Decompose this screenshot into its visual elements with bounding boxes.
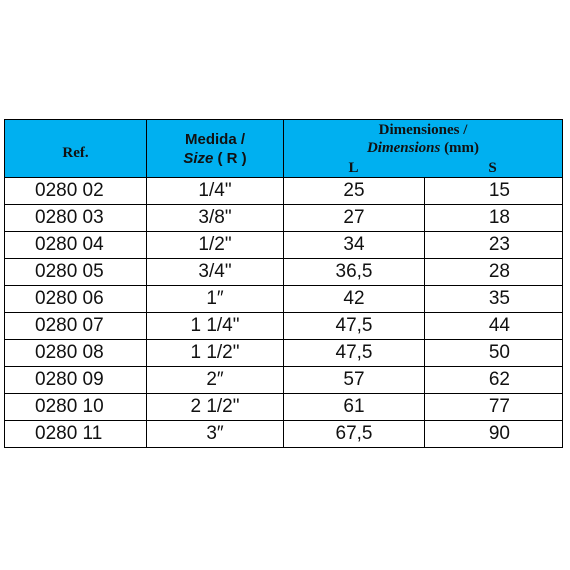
header-col-l: L	[348, 159, 359, 176]
cell-s: 44	[425, 313, 563, 340]
cell-ref: 0280 11	[5, 421, 147, 448]
cell-l: 47,5	[284, 340, 425, 367]
cell-s: 23	[425, 232, 563, 259]
cell-s: 18	[425, 205, 563, 232]
cell-s: 77	[425, 394, 563, 421]
table-row	[5, 178, 563, 205]
header-ref: Ref.	[5, 120, 147, 178]
table-row	[5, 313, 563, 340]
cell-s: 90	[425, 421, 563, 448]
header-dim-line2	[284, 139, 562, 157]
header-size	[147, 120, 284, 178]
cell-size: 3/4"	[147, 259, 284, 286]
cell-ref: 0280 09	[5, 367, 147, 394]
table-row	[5, 340, 563, 367]
cell-ref: 0280 10	[5, 394, 147, 421]
table-row	[5, 205, 563, 232]
cell-ref: 0280 03	[5, 205, 147, 232]
header-dim-subcolumns	[284, 159, 562, 177]
cell-size: 2 1/2"	[147, 394, 284, 421]
cell-s: 35	[425, 286, 563, 313]
table-row	[5, 394, 563, 421]
cell-s: 28	[425, 259, 563, 286]
table-row	[5, 421, 563, 448]
header-dim-suffix: (mm)	[440, 139, 480, 156]
cell-s: 62	[425, 367, 563, 394]
cell-s: 15	[425, 178, 563, 205]
header-dimensions	[284, 120, 563, 178]
cell-l: 67,5	[284, 421, 425, 448]
cell-ref: 0280 02	[5, 178, 147, 205]
cell-l: 27	[284, 205, 425, 232]
cell-ref: 0280 05	[5, 259, 147, 286]
cell-size: 1 1/4"	[147, 313, 284, 340]
cell-size: 3″	[147, 421, 284, 448]
cell-size: 2″	[147, 367, 284, 394]
cell-s: 50	[425, 340, 563, 367]
cell-size: 1 1/2"	[147, 340, 284, 367]
cell-size: 1/4"	[147, 178, 284, 205]
table-row	[5, 259, 563, 286]
cell-l: 47,5	[284, 313, 425, 340]
header-dim-line1: Dimensiones /	[378, 121, 468, 138]
cell-l: 42	[284, 286, 425, 313]
cell-l: 34	[284, 232, 425, 259]
cell-size: 1/2"	[147, 232, 284, 259]
cell-ref: 0280 04	[5, 232, 147, 259]
header-size-line1: Medida /	[184, 130, 245, 148]
cell-ref: 0280 06	[5, 286, 147, 313]
cell-ref: 0280 08	[5, 340, 147, 367]
table-row	[5, 367, 563, 394]
table-row	[5, 286, 563, 313]
header-col-s: S	[488, 159, 497, 176]
table-body	[5, 178, 563, 448]
cell-size: 3/8"	[147, 205, 284, 232]
cell-ref: 0280 07	[5, 313, 147, 340]
header-size-suffix: ( R )	[213, 149, 247, 167]
dimensions-table	[4, 119, 563, 448]
cell-l: 61	[284, 394, 425, 421]
cell-l: 25	[284, 178, 425, 205]
header-dim-italic: Dimensions	[366, 139, 441, 156]
header-size-line2	[147, 149, 283, 168]
cell-size: 1″	[147, 286, 284, 313]
table-header	[5, 120, 563, 178]
header-size-italic: Size	[183, 149, 214, 167]
table-row	[5, 232, 563, 259]
cell-l: 57	[284, 367, 425, 394]
cell-l: 36,5	[284, 259, 425, 286]
